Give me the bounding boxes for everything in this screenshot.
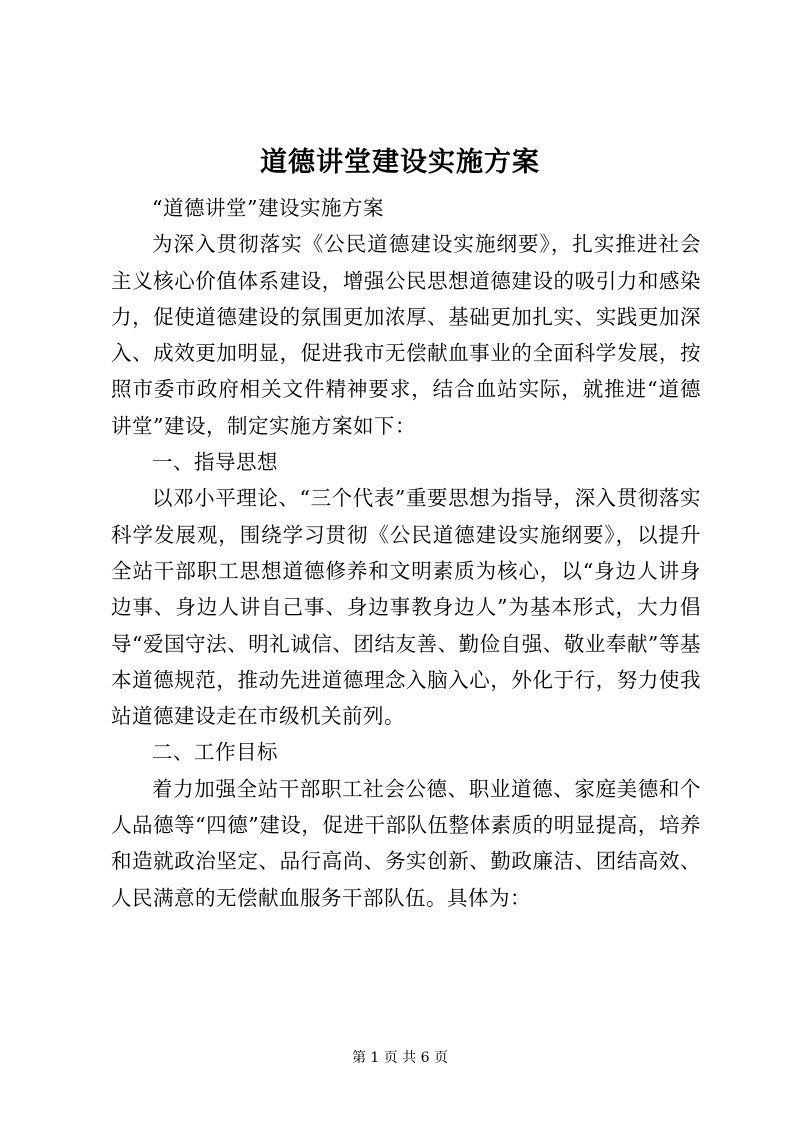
guiding-ideology-paragraph: 以邓小平理论、“三个代表”重要思想为指导，深入贯彻落实科学发展观，围绕学习贯彻《公民道德建设实施纲要》，以提升全站干部职工思想道德修养和文明素质为核心，以“身边人讲身边事、身边人讲自己事、身边事教身边人”为基本形式，大力倡导“爱国守法、明礼诚信、团结友善、勤俭自强、敬业奉献”等基本道德规范，推动先进道德理念入脑入心，外化于行，努力使我站道德建设走在市级机关前列。 — [111, 486, 701, 729]
section-heading-guiding-ideology: 一、指导思想 — [152, 450, 278, 475]
intro-paragraph: 为深入贯彻落实《公民道德建设实施纲要》，扎实推进社会主义核心价值体系建设，增强公民思想道德建设的吸引力和感染力，促使道德建设的氛围更加浓厚、基础更加扎实、实践更加深入、成效更加明显，促进我市无偿献血事业的全面科学发展，按照市委市政府相关文件精神要求，结合血站实际，就推进“道德讲堂”建设，制定实施方案如下： — [111, 232, 701, 438]
section-heading-work-goals: 二、工作目标 — [152, 740, 278, 765]
document-body — [111, 190, 701, 916]
document-subtitle: “道德讲堂”建设实施方案 — [152, 196, 384, 220]
document-title: 道德讲堂建设实施方案 — [260, 147, 540, 178]
work-goals-paragraph: 着力加强全站干部职工社会公德、职业道德、家庭美德和个人品德等“四德”建设，促进干部队伍整体素质的明显提高，培养和造就政治坚定、品行高尚、务实创新、勤政廉洁、团结高效、人民满意的无偿献血服务干部队伍。具体为： — [111, 776, 701, 910]
page-footer: 第 1 页 共 6 页 — [351, 1050, 449, 1066]
